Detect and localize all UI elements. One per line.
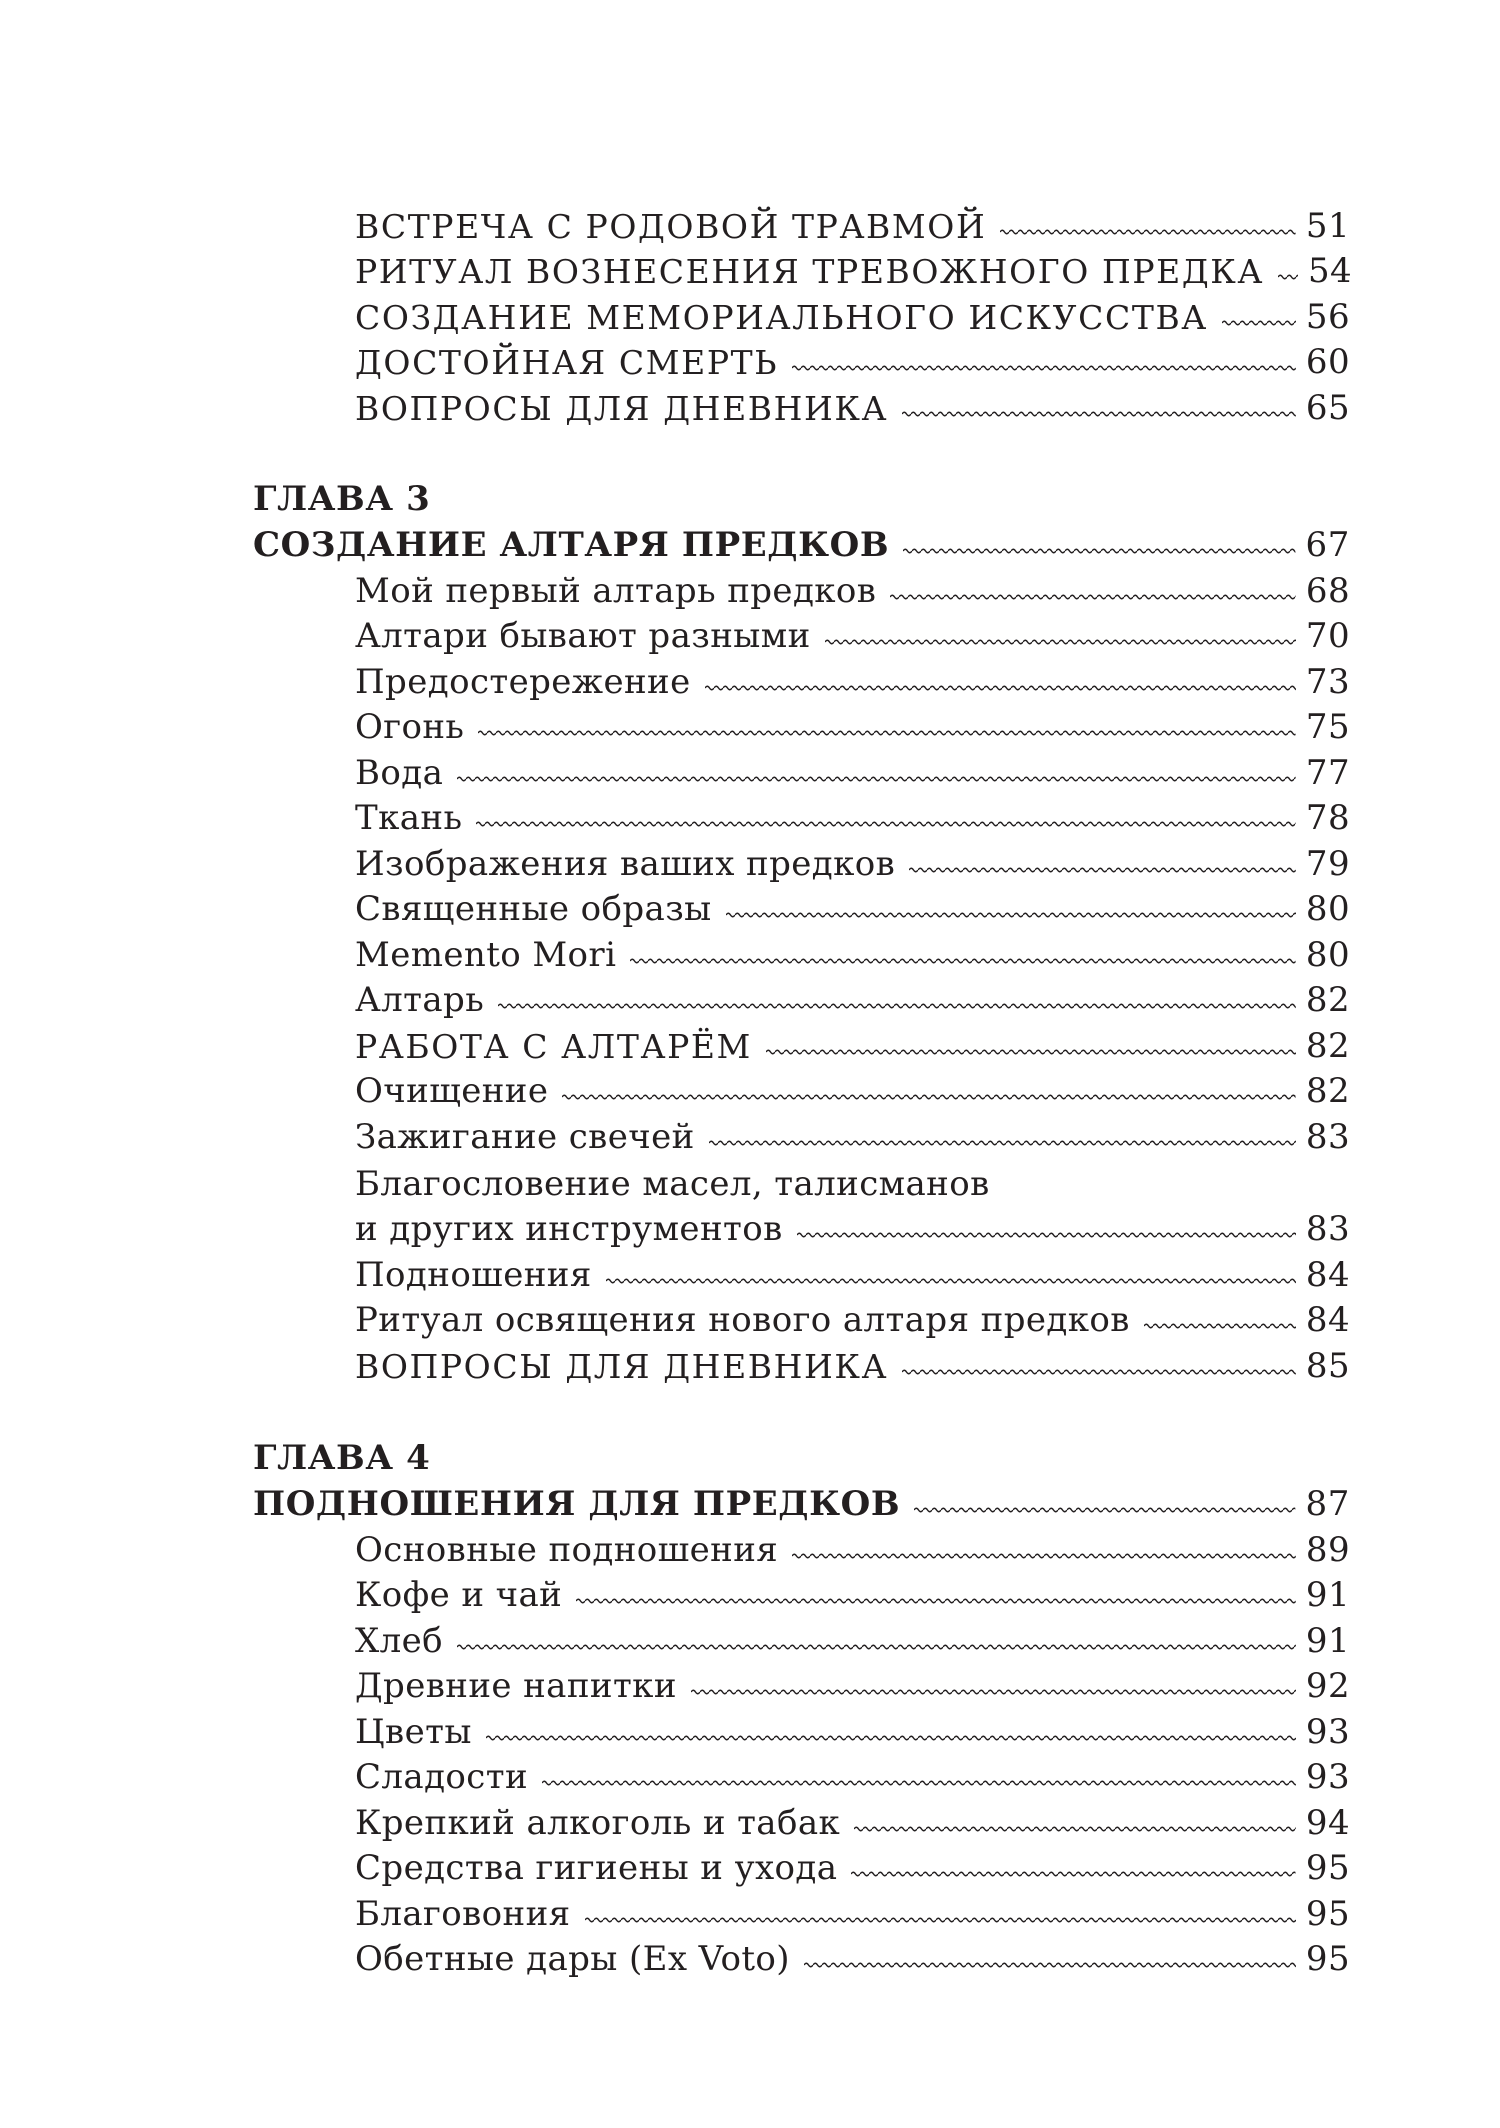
toc-entry-label: Мой первый алтарь предков bbox=[355, 571, 877, 611]
toc-entry-page: 84 bbox=[1305, 1300, 1350, 1340]
toc-entry-page: 95 bbox=[1305, 1848, 1350, 1888]
wavy-leader bbox=[630, 956, 1296, 966]
toc-entry-label: Цветы bbox=[355, 1712, 472, 1752]
toc-entry-label: РАБОТА С АЛТАРЁМ bbox=[355, 1027, 752, 1066]
toc-entry bbox=[355, 883, 1350, 929]
toc-entry bbox=[355, 1249, 1350, 1295]
toc-entry-label: Ритуал освящения нового алтаря предков bbox=[355, 1300, 1130, 1340]
wavy-leader bbox=[457, 1642, 1296, 1652]
toc-entry-label: Обетные дары (Ex Voto) bbox=[355, 1939, 790, 1979]
toc-entry-page: 65 bbox=[1305, 388, 1350, 428]
toc-entry-page: 91 bbox=[1305, 1575, 1350, 1615]
toc-entry bbox=[355, 1340, 1350, 1386]
toc-entry bbox=[355, 974, 1350, 1020]
toc-entry-label: Алтарь bbox=[355, 980, 485, 1020]
wavy-leader bbox=[825, 637, 1296, 647]
toc-entry-label: и других инструментов bbox=[355, 1209, 783, 1249]
toc-entry-page: 91 bbox=[1305, 1621, 1350, 1661]
toc-entry bbox=[355, 1615, 1350, 1661]
toc-chapter-title: СОЗДАНИЕ АЛТАРЯ ПРЕДКОВ bbox=[253, 525, 890, 565]
toc-entry-label: Священные образы bbox=[355, 889, 712, 929]
toc-entry-label: ВСТРЕЧА С РОДОВОЙ ТРАВМОЙ bbox=[355, 207, 987, 246]
toc-entry-page: 68 bbox=[1305, 571, 1350, 611]
toc-entry bbox=[355, 1797, 1350, 1843]
wavy-leader bbox=[909, 865, 1296, 875]
wavy-leader bbox=[576, 1596, 1296, 1606]
toc-entry bbox=[355, 656, 1350, 702]
toc-entry-label: Memento Mori bbox=[355, 935, 617, 975]
toc-entry-page: 82 bbox=[1305, 980, 1350, 1020]
toc-entry-label: Средства гигиены и ухода bbox=[355, 1848, 838, 1888]
toc-entry bbox=[355, 382, 1350, 428]
toc-entry bbox=[355, 291, 1350, 337]
toc-entry bbox=[355, 1751, 1350, 1797]
toc-entry-page: 75 bbox=[1305, 707, 1350, 747]
wavy-leader bbox=[902, 1367, 1296, 1377]
toc-entry-page: 93 bbox=[1305, 1712, 1350, 1752]
toc-entry-page: 89 bbox=[1305, 1530, 1350, 1570]
wavy-leader bbox=[585, 1915, 1296, 1925]
toc-entry-page: 83 bbox=[1305, 1209, 1350, 1249]
wavy-leader bbox=[1278, 272, 1298, 282]
wavy-leader bbox=[1144, 1321, 1296, 1331]
toc-entry bbox=[355, 1706, 1350, 1752]
wavy-leader bbox=[890, 592, 1296, 602]
wavy-leader bbox=[914, 1505, 1295, 1515]
toc-entry-page: 51 bbox=[1305, 206, 1350, 246]
toc-entry-page: 70 bbox=[1305, 616, 1350, 656]
toc-entry bbox=[355, 838, 1350, 884]
toc-entry-label: Зажигание свечей bbox=[355, 1117, 695, 1157]
toc-entry bbox=[355, 245, 1353, 291]
toc-chapter-title-row bbox=[253, 519, 1350, 565]
toc-entry bbox=[355, 792, 1350, 838]
toc-entry-label: Очищение bbox=[355, 1071, 549, 1111]
wavy-leader bbox=[709, 1138, 1296, 1148]
wavy-leader bbox=[854, 1824, 1296, 1834]
toc-entry bbox=[355, 701, 1350, 747]
wavy-leader bbox=[457, 774, 1296, 784]
toc-entry-label: ВОПРОСЫ ДЛЯ ДНЕВНИКА bbox=[355, 389, 889, 428]
wavy-leader bbox=[851, 1869, 1295, 1879]
wavy-leader bbox=[606, 1276, 1296, 1286]
toc-entry-page: 87 bbox=[1305, 1484, 1350, 1524]
toc-entry-page: 94 bbox=[1305, 1803, 1350, 1843]
toc-entry bbox=[355, 747, 1350, 793]
toc-entry-page: 93 bbox=[1305, 1757, 1350, 1797]
toc-entry-page: 79 bbox=[1305, 844, 1350, 884]
wavy-leader bbox=[792, 363, 1296, 373]
toc-entry-label: Предостережение bbox=[355, 662, 691, 702]
toc-entry-page: 82 bbox=[1305, 1071, 1350, 1111]
toc-entry-page: 77 bbox=[1305, 753, 1350, 793]
toc-entry-page: 95 bbox=[1305, 1939, 1350, 1979]
toc-entry-label: Основные подношения bbox=[355, 1530, 779, 1570]
toc-entry-label: РИТУАЛ ВОЗНЕСЕНИЯ ТРЕВОЖНОГО ПРЕДКА bbox=[355, 252, 1264, 291]
wavy-leader bbox=[498, 1001, 1296, 1011]
toc-entry-label: Кофе и чай bbox=[355, 1575, 563, 1615]
toc-entry-page: 80 bbox=[1305, 889, 1350, 929]
wavy-leader bbox=[1222, 318, 1296, 328]
wavy-leader bbox=[792, 1551, 1296, 1561]
toc-entry bbox=[355, 1020, 1350, 1066]
toc-entry-page: 60 bbox=[1305, 342, 1350, 382]
wavy-leader bbox=[1000, 227, 1296, 237]
toc-entry bbox=[355, 336, 1350, 382]
wavy-leader bbox=[705, 683, 1296, 693]
wavy-leader bbox=[804, 1960, 1296, 1970]
wavy-leader bbox=[486, 1733, 1296, 1743]
toc-entry bbox=[355, 565, 1350, 611]
toc-entry bbox=[355, 1933, 1350, 1979]
wavy-leader bbox=[691, 1687, 1296, 1697]
wavy-leader bbox=[903, 546, 1295, 556]
toc-chapter-title-row bbox=[253, 1478, 1350, 1524]
toc-entry-page: 95 bbox=[1305, 1894, 1350, 1934]
toc-entry-label: Вода bbox=[355, 753, 444, 793]
wavy-leader bbox=[478, 728, 1296, 738]
toc-entry-page: 84 bbox=[1305, 1255, 1350, 1295]
toc-entry-page: 54 bbox=[1307, 251, 1353, 291]
toc-entry-label: Благовония bbox=[355, 1894, 571, 1934]
toc-entry-page: 85 bbox=[1305, 1346, 1350, 1386]
toc-entry-label: Древние напитки bbox=[355, 1666, 677, 1706]
chapter-label: ГЛАВА 3 bbox=[253, 479, 431, 519]
toc-entry-label: Огонь bbox=[355, 707, 465, 747]
toc-entry-label: Ткань bbox=[355, 798, 463, 838]
toc-entry-page: 82 bbox=[1305, 1026, 1350, 1066]
toc-entry bbox=[355, 1842, 1350, 1888]
toc-entry-label: СОЗДАНИЕ МЕМОРИАЛЬНОГО ИСКУССТВА bbox=[355, 298, 1208, 337]
wavy-leader bbox=[797, 1230, 1296, 1240]
wavy-leader bbox=[726, 910, 1296, 920]
toc-entry-page: 56 bbox=[1305, 297, 1350, 337]
wavy-leader bbox=[766, 1047, 1296, 1057]
toc-chapter-title: ПОДНОШЕНИЯ ДЛЯ ПРЕДКОВ bbox=[253, 1484, 901, 1524]
toc-entry bbox=[355, 1660, 1350, 1706]
toc-entry-label: ДОСТОЙНАЯ СМЕРТЬ bbox=[355, 343, 779, 382]
toc-entry-page: 67 bbox=[1305, 525, 1350, 565]
wavy-leader bbox=[902, 409, 1296, 419]
wavy-leader bbox=[476, 819, 1296, 829]
toc-entry-label: Подношения bbox=[355, 1255, 592, 1295]
toc-entry bbox=[355, 1569, 1350, 1615]
wavy-leader bbox=[562, 1092, 1296, 1102]
toc-entry-page: 83 bbox=[1305, 1117, 1350, 1157]
toc-entry-label: Изображения ваших предков bbox=[355, 844, 896, 884]
chapter-label: ГЛАВА 4 bbox=[253, 1438, 431, 1478]
toc-entry-page: 73 bbox=[1305, 662, 1350, 702]
toc-entry-label: Алтари бывают разными bbox=[355, 616, 811, 656]
toc-entry-label: ВОПРОСЫ ДЛЯ ДНЕВНИКА bbox=[355, 1347, 889, 1386]
wavy-leader bbox=[542, 1778, 1296, 1788]
toc-entry-label: Крепкий алкоголь и табак bbox=[355, 1803, 841, 1843]
toc-entry-page: 78 bbox=[1305, 798, 1350, 838]
toc-entry bbox=[355, 929, 1350, 975]
toc-entry bbox=[355, 1203, 1350, 1249]
toc-entry bbox=[355, 1111, 1350, 1157]
toc-entry bbox=[355, 1065, 1350, 1111]
toc-entry bbox=[355, 1524, 1350, 1570]
toc-entry-label: Сладости bbox=[355, 1757, 529, 1797]
toc-entry bbox=[355, 1888, 1350, 1934]
toc-entry bbox=[355, 200, 1350, 246]
toc-entry-page: 80 bbox=[1305, 935, 1350, 975]
toc-entry-label-line1: Благословение масел, талисманов bbox=[355, 1164, 990, 1204]
toc-entry bbox=[355, 1294, 1350, 1340]
toc-entry-label: Хлеб bbox=[355, 1621, 443, 1661]
toc-entry bbox=[355, 610, 1350, 656]
toc-entry-page: 92 bbox=[1305, 1666, 1350, 1706]
